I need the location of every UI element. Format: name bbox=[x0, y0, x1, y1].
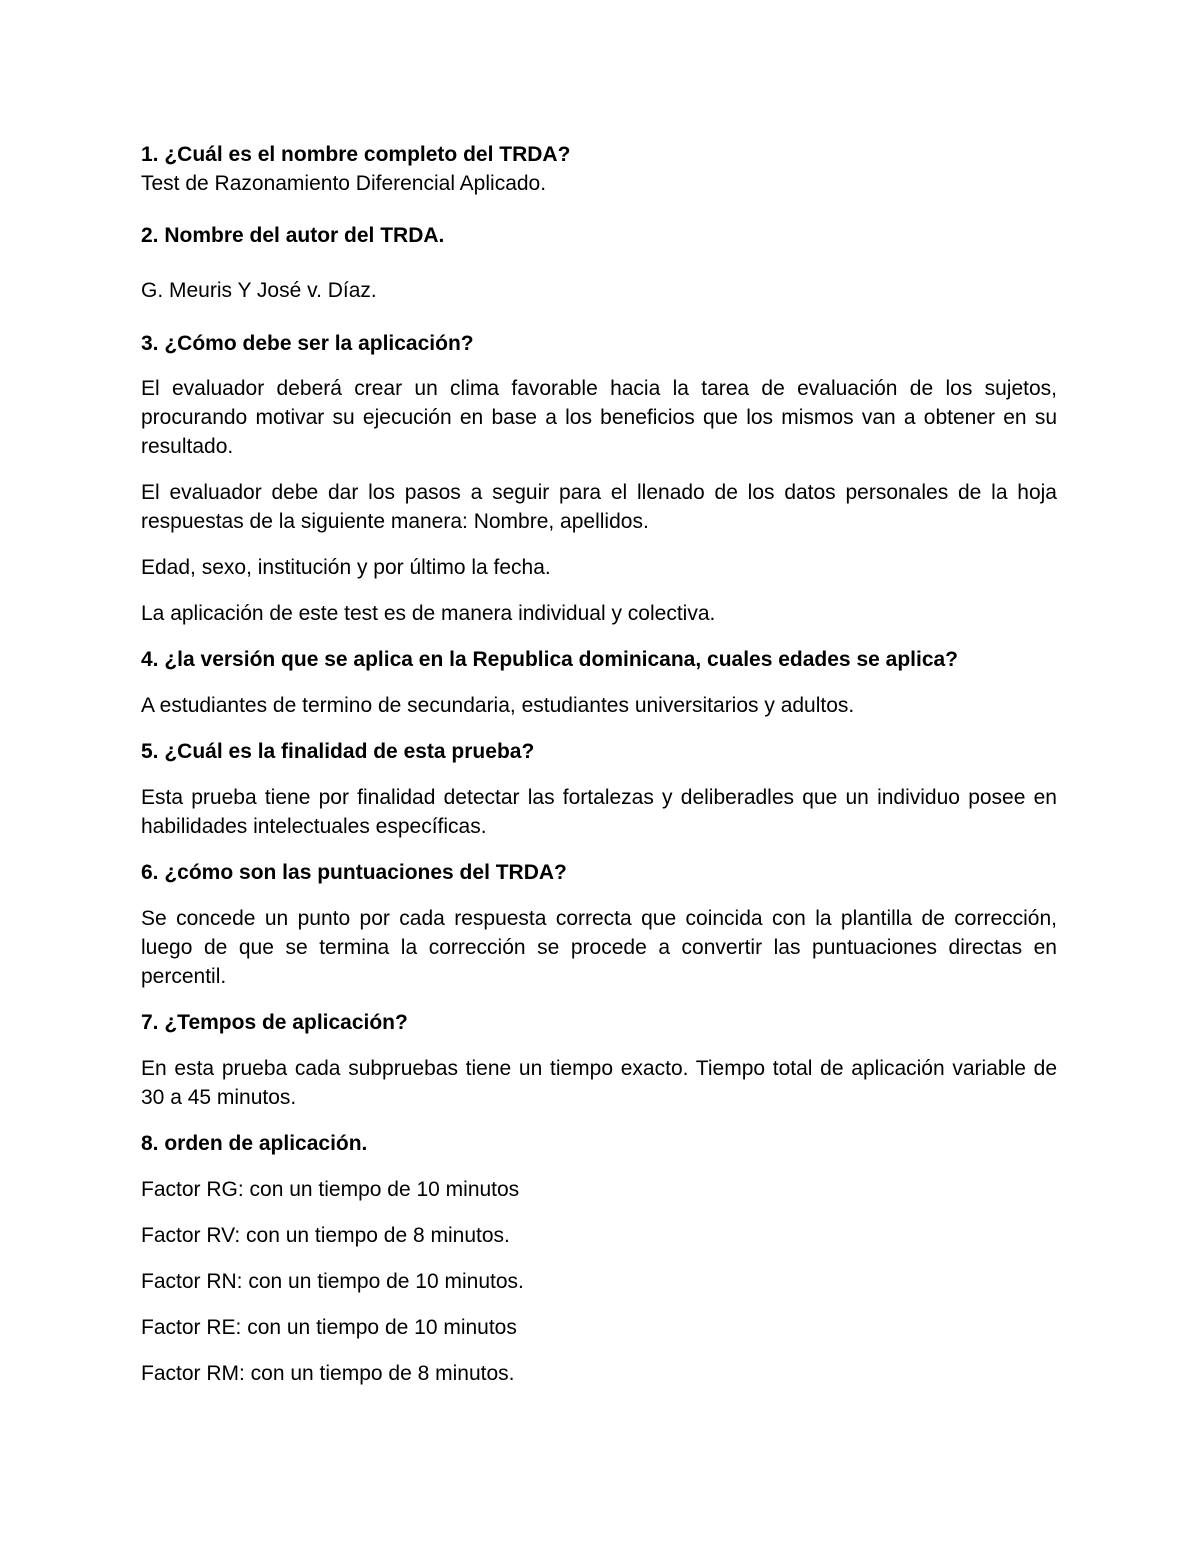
question-8: 8. orden de aplicación. bbox=[141, 1132, 368, 1155]
factor-rm-line: Factor RM: con un tiempo de 8 minutos. bbox=[141, 1362, 515, 1385]
factor-re-line: Factor RE: con un tiempo de 10 minutos bbox=[141, 1316, 517, 1339]
answer-3-paragraph-2: El evaluador debe dar los pasos a seguir para el llenado de los datos personales de la hoja respuestas de la siguiente manera: Nombre, apellidos. bbox=[141, 481, 1057, 533]
document-page bbox=[141, 140, 1057, 1388]
answer-1: Test de Razonamiento Diferencial Aplicado. bbox=[141, 172, 547, 195]
answer-3-paragraph-1: El evaluador deberá crear un clima favorable hacia la tarea de evaluación de los sujetos, procurando motivar su ejecución en base a los beneficios que los mismos van a obtener en su resultado. bbox=[141, 377, 1057, 458]
question-1: 1. ¿Cuál es el nombre completo del TRDA? bbox=[141, 143, 571, 166]
answer-3-paragraph-4: La aplicación de este test es de manera individual y colectiva. bbox=[141, 602, 716, 625]
answer-6: Se concede un punto por cada respuesta correcta que coincida con la plantilla de corrección, luego de que se termina la corrección se procede a convertir las puntuaciones directas en percentil. bbox=[141, 907, 1057, 988]
factor-rv-line: Factor RV: con un tiempo de 8 minutos. bbox=[141, 1224, 510, 1247]
question-2: 2. Nombre del autor del TRDA. bbox=[141, 224, 445, 247]
factor-rg-line: Factor RG: con un tiempo de 10 minutos bbox=[141, 1178, 520, 1201]
question-3: 3. ¿Cómo debe ser la aplicación? bbox=[141, 332, 474, 355]
answer-7: En esta prueba cada subpruebas tiene un tiempo exacto. Tiempo total de aplicación variable de 30 a 45 minutos. bbox=[141, 1057, 1057, 1109]
question-4: 4. ¿la versión que se aplica en la Republica dominicana, cuales edades se aplica? bbox=[141, 648, 959, 671]
answer-2: G. Meuris Y José v. Díaz. bbox=[141, 279, 377, 302]
question-5: 5. ¿Cuál es la finalidad de esta prueba? bbox=[141, 740, 535, 763]
answer-4: A estudiantes de termino de secundaria, estudiantes universitarios y adultos. bbox=[141, 694, 855, 717]
question-7: 7. ¿Tempos de aplicación? bbox=[141, 1011, 408, 1034]
question-6: 6. ¿cómo son las puntuaciones del TRDA? bbox=[141, 861, 567, 884]
factor-rn-line: Factor RN: con un tiempo de 10 minutos. bbox=[141, 1270, 524, 1293]
answer-3-paragraph-3: Edad, sexo, institución y por último la fecha. bbox=[141, 556, 551, 579]
answer-5: Esta prueba tiene por finalidad detectar las fortalezas y deliberadles que un individuo posee en habilidades intelectuales específicas. bbox=[141, 786, 1057, 838]
